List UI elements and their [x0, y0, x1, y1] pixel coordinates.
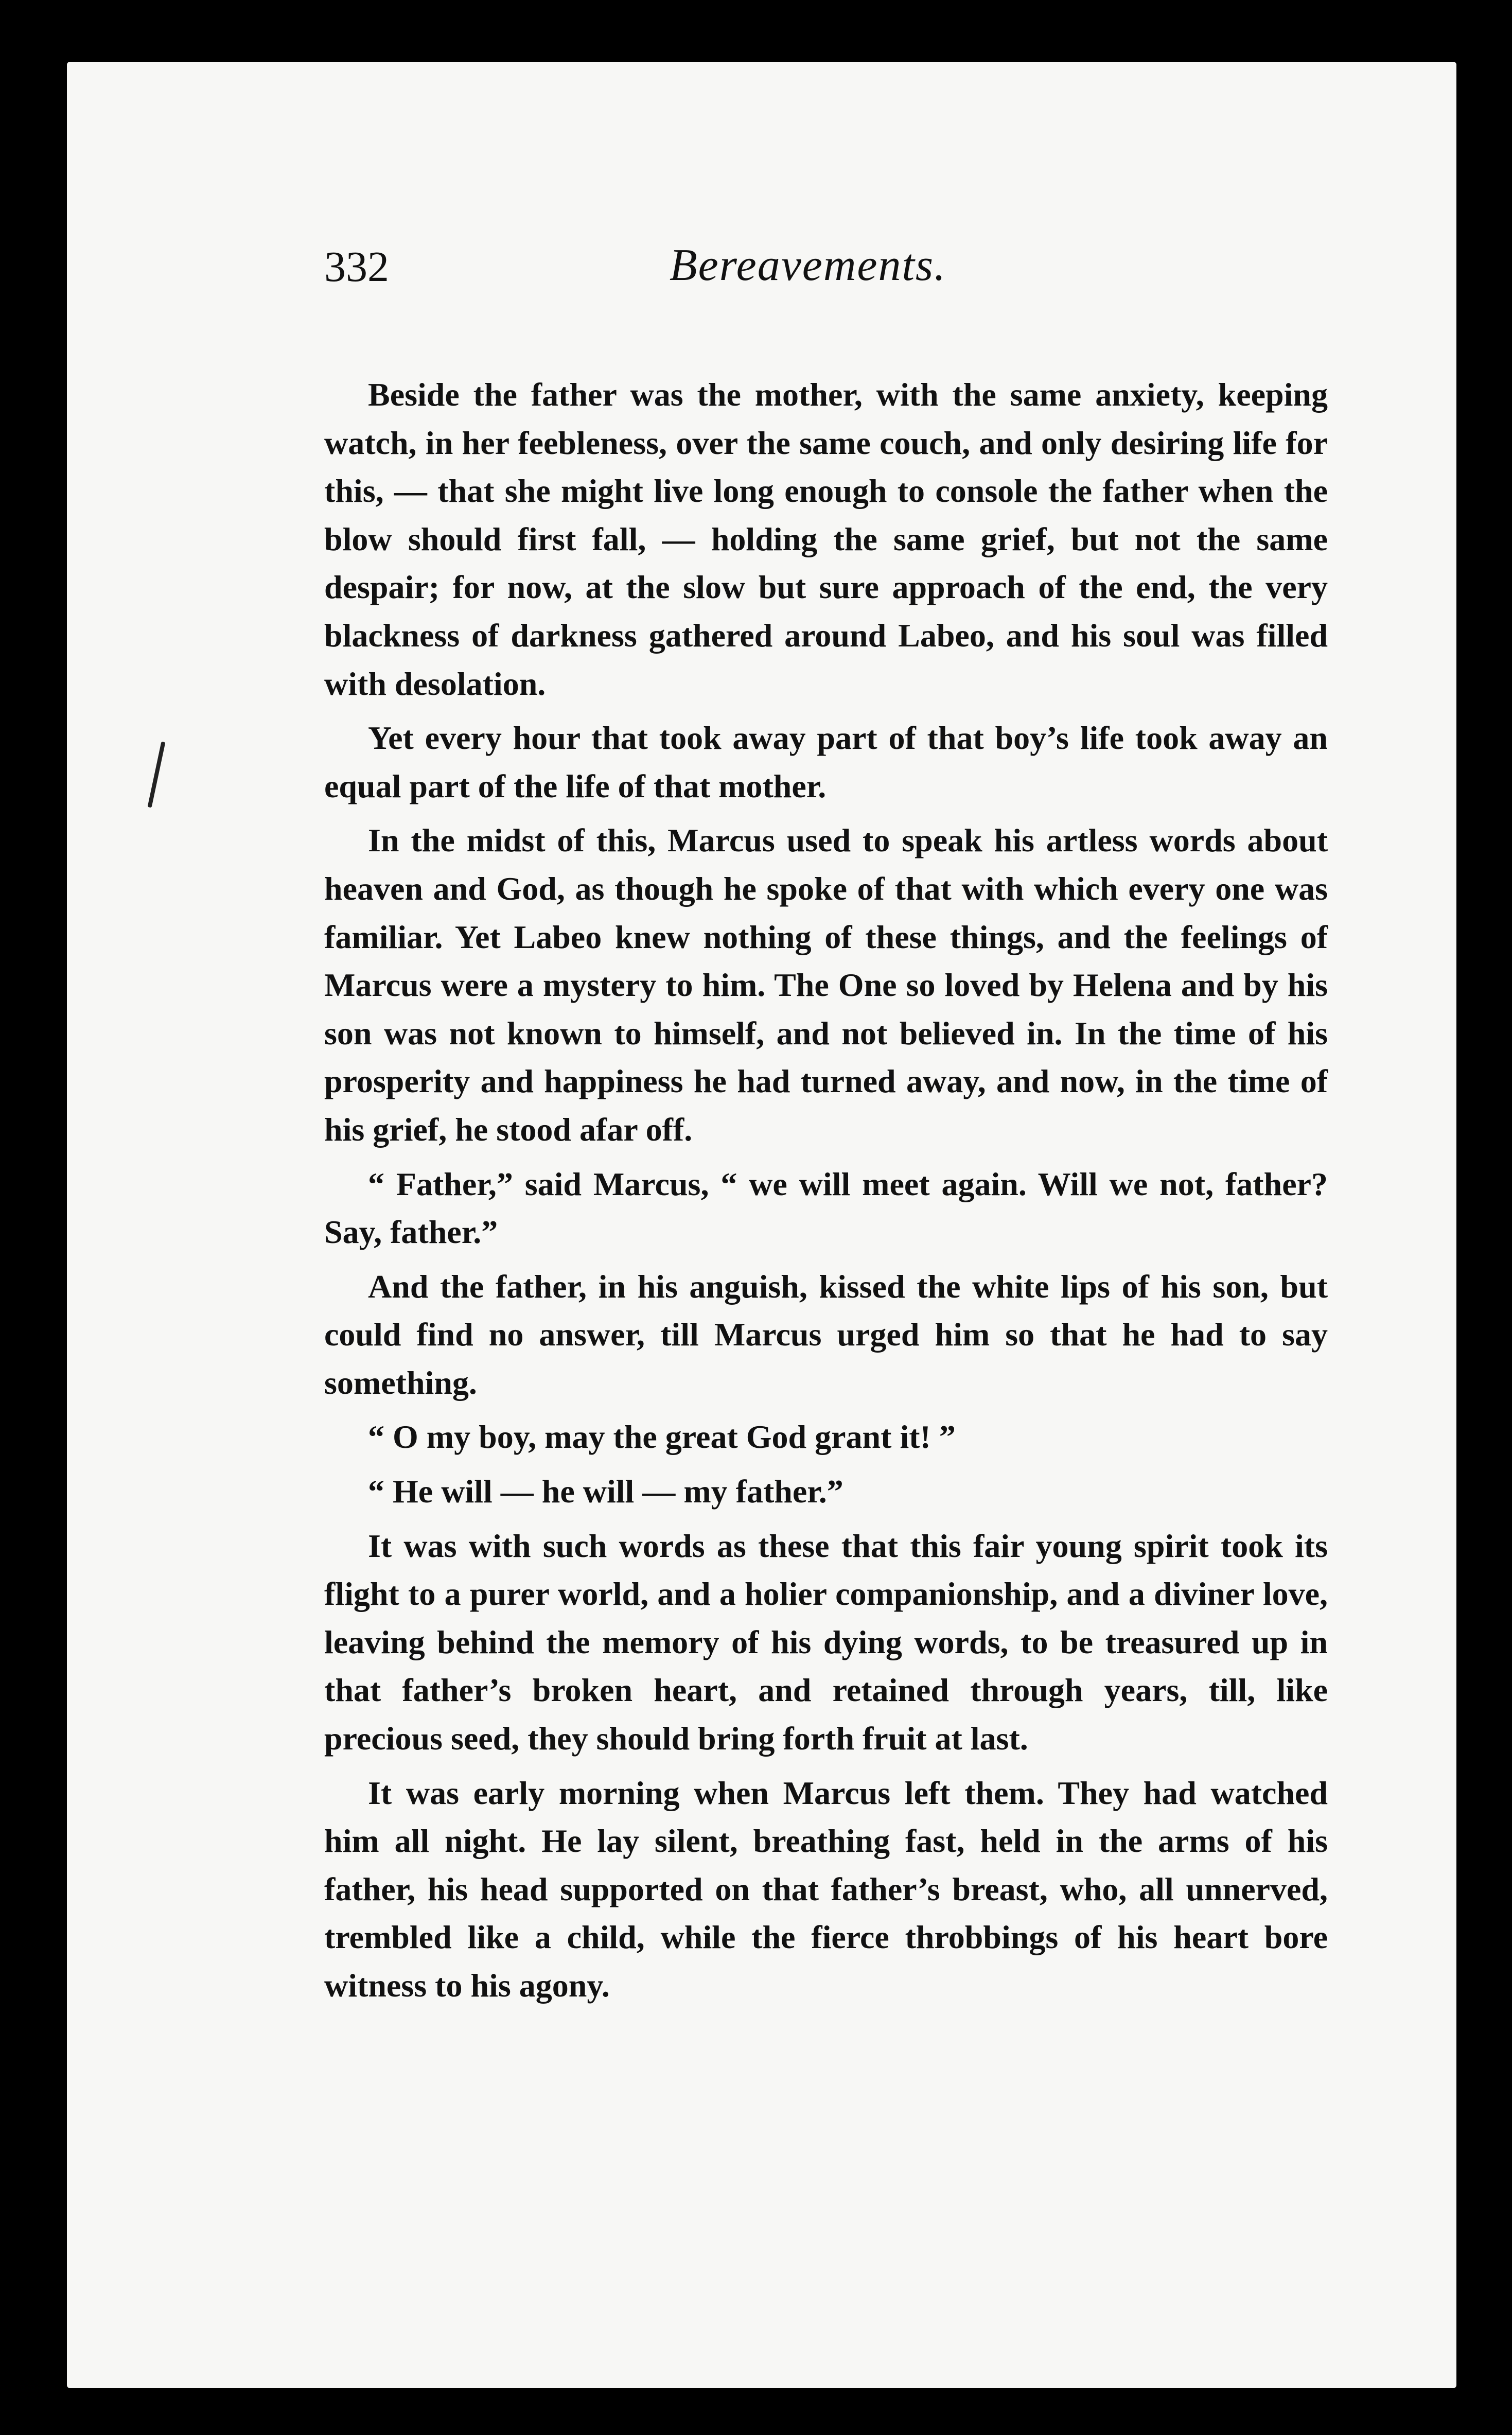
paragraph: “ O my boy, may the great God grant it! ”	[368, 1418, 956, 1456]
page-header	[257, 206, 1359, 309]
paragraph: “ He will — he will — my father.”	[368, 1473, 843, 1510]
body-text	[324, 371, 1328, 2016]
paragraph: It was with such words as these that this fair young spirit took its flight to a purer world, and a holier companionship, and a diviner love, leaving behind the memory of his dying words, to be treasured up in that father’s broken heart, and retained through years, till, like precious seed, they should bring forth fruit at last.	[324, 1527, 1328, 1757]
page-number: 332	[324, 243, 389, 291]
margin-pencil-mark	[148, 742, 166, 808]
paragraph: In the midst of this, Marcus used to speak his artless words about heaven and God, as though he spoke of that with which every one was familiar. Yet Labeo knew nothing of these things, and the feelings of Marcus were a mystery to him. The One so loved by Helena and by his son was not known to himself, and not believed in. In the time of his prosperity and happiness he had turned away, and now, in the time of his grief, he stood afar off.	[324, 822, 1328, 1148]
paragraph: And the father, in his anguish, kissed the white lips of his son, but could find no answer, till Marcus urged him so that he had to say something.	[324, 1268, 1328, 1401]
paragraph: Yet every hour that took away part of that boy’s life took away an equal part of the life of that mother.	[324, 720, 1328, 804]
running-title: Bereavements.	[669, 240, 947, 290]
paragraph: Beside the father was the mother, with the same anxiety, keeping watch, in her feebleness, over the same couch, and only desiring life for this, — that she might live long enough to console the father when the blow should first fall, — holding the same grief, but not the same despair; for now, at the slow but sure approach of the end, the very blackness of darkness gathered around Labeo, and his soul was filled with desolation.	[324, 376, 1328, 702]
paragraph: It was early morning when Marcus left them. They had watched him all night. He lay silent, breathing fast, held in the arms of his father, his head supported on that father’s breast, who, all unnerved, trembled like a child, while the fierce throbbings of his heart bore witness to his agony.	[324, 1774, 1328, 2004]
paragraph: “ Father,” said Marcus, “ we will meet again. Will we not, father? Say, father.”	[324, 1165, 1328, 1251]
